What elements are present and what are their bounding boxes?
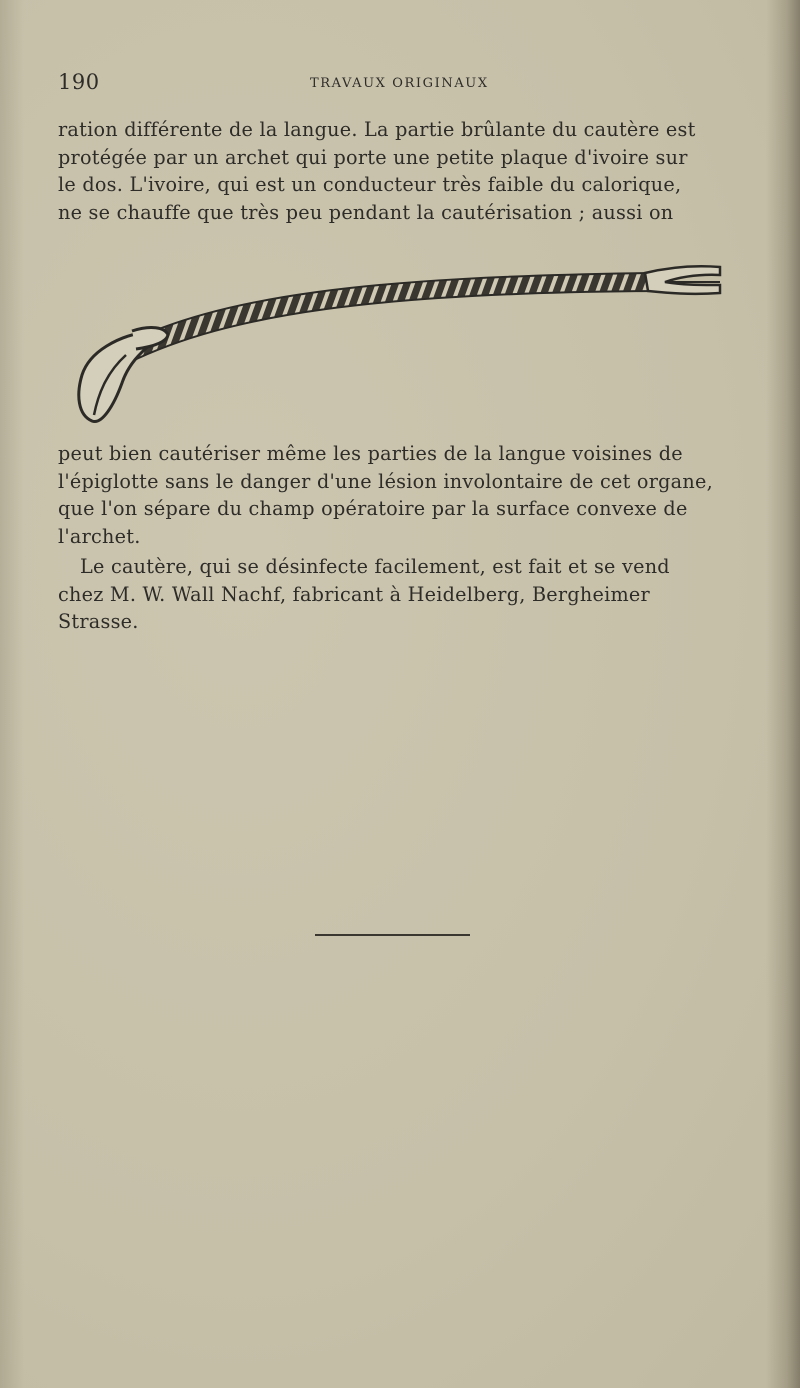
cautery-shaft xyxy=(118,273,652,363)
text-line: peut bien cautériser même les parties de la langue voisines de xyxy=(58,442,683,465)
page-shadow-right xyxy=(766,0,800,1388)
text-line: ne se chauffe que très peu pendant la cautérisation ; aussi on xyxy=(58,200,674,224)
paragraph-3 xyxy=(58,553,748,636)
text-line: protégée par un archet qui porte une petite plaque d'ivoire sur xyxy=(58,145,688,169)
text-line: chez M. W. Wall Nachf, fabricant à Heidelberg, Bergheimer xyxy=(58,582,650,606)
page-number: 190 xyxy=(58,70,100,94)
text-line: que l'on sépare du champ opératoire par la surface convexe de xyxy=(58,497,688,520)
cautery-tip xyxy=(645,266,720,294)
text-line: l'épiglotte sans le danger d'une lésion involontaire de cet organe, xyxy=(58,469,713,493)
page-shadow-left xyxy=(0,0,24,1388)
paragraph-1 xyxy=(58,116,748,226)
paragraph-2 xyxy=(58,440,748,550)
cautery-figure xyxy=(70,255,735,435)
page-header xyxy=(58,70,748,100)
text-line: Strasse. xyxy=(58,610,139,633)
text-line: l'archet. xyxy=(58,524,141,548)
text-line: le dos. L'ivoire, qui est un conducteur très faible du calorique, xyxy=(58,173,682,196)
text-line: ration différente de la langue. La partie brûlante du cautère est xyxy=(58,118,696,141)
cautery-instrument-illustration xyxy=(70,255,735,435)
running-title: TRAVAUX ORIGINAUX xyxy=(310,76,489,91)
section-divider xyxy=(315,934,470,936)
text-line: Le cautère, qui se désinfecte facilement, est fait et se vend xyxy=(80,555,670,578)
